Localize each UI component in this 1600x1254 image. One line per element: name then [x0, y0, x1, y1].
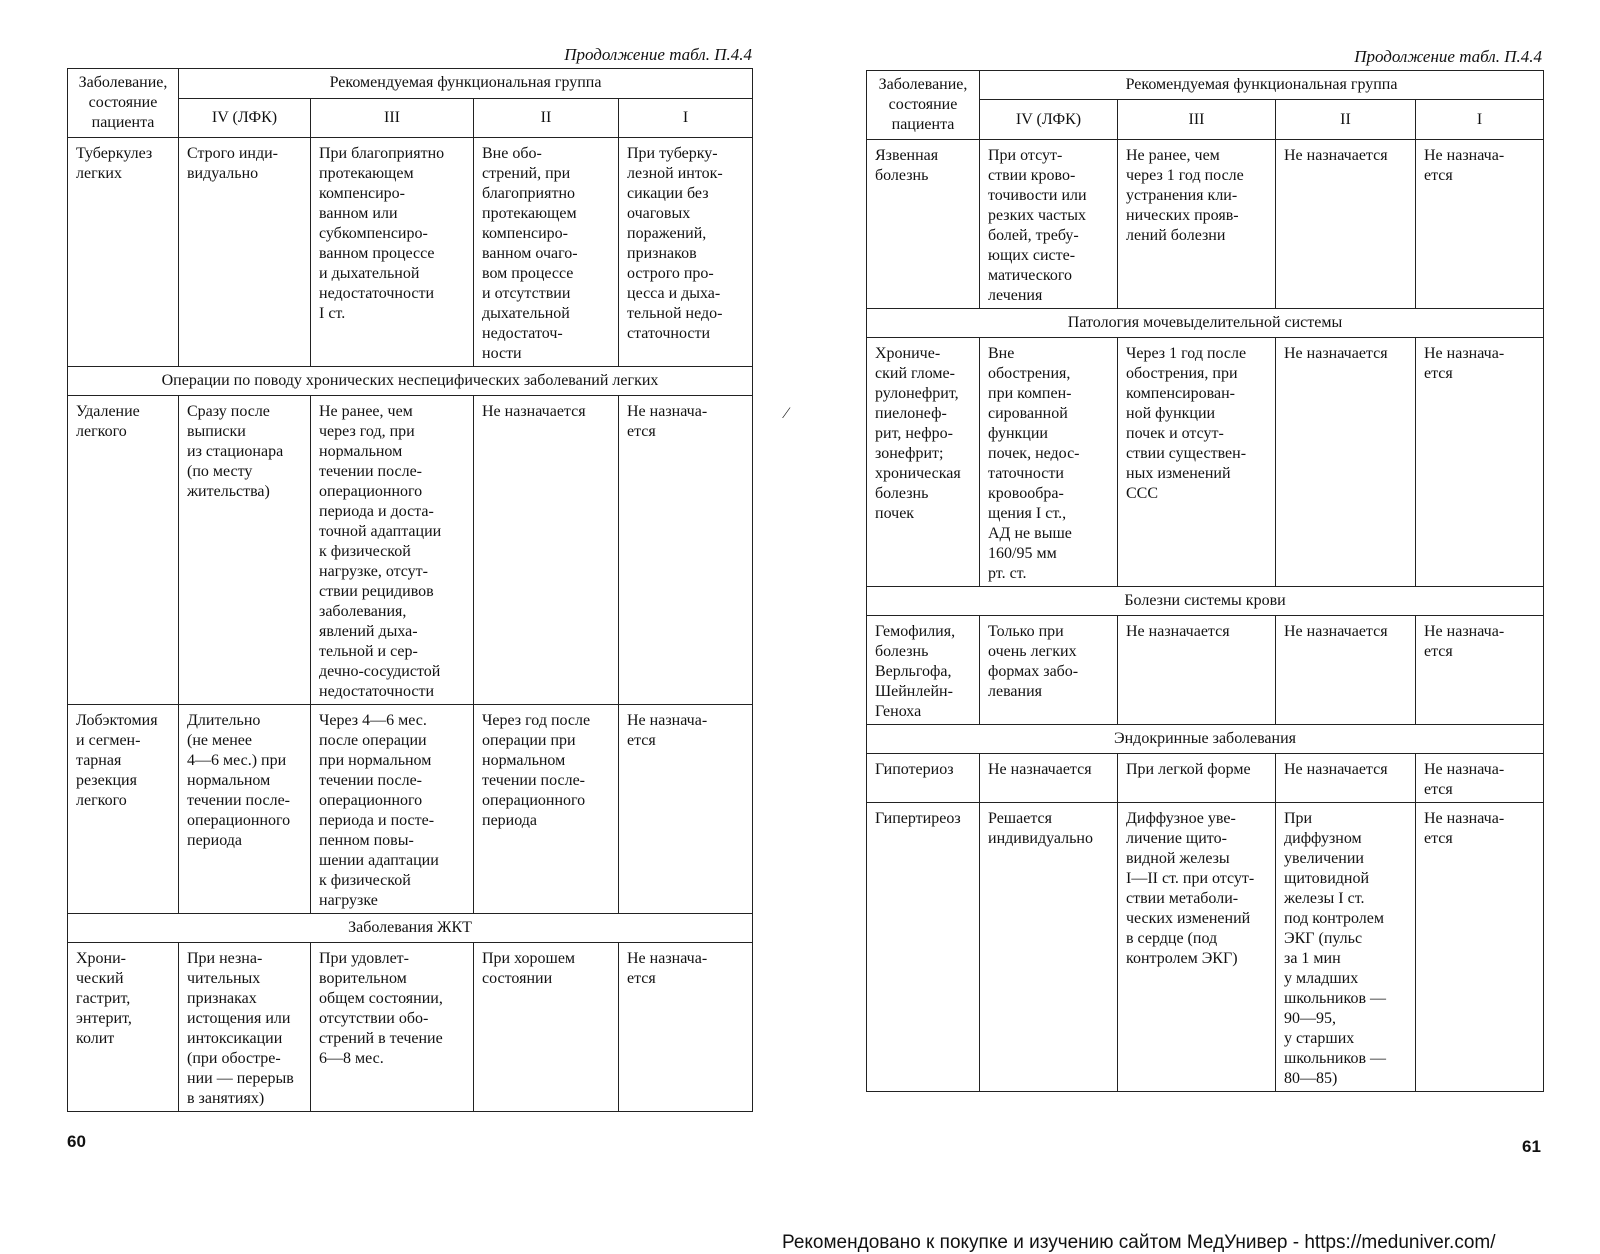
cell-group-1: Не назнача- ется — [1416, 754, 1544, 803]
section-row — [867, 587, 1544, 616]
cell-group-4: При незна- чительных признаках истощения или интоксикации (при обостре- нии — перерыв в занятиях) — [179, 943, 311, 1112]
header-group: Рекомендуемая функциональная группа — [179, 69, 753, 99]
cell-disease: Гемофилия, болезнь Верльгофа, Шейнлейн- Геноха — [867, 616, 980, 725]
cell-group-4: Вне обострения, при компен- сированной функции почек, недос- таточности кровообра- щения I ст., АД не выше 160/95 мм рт. ст. — [980, 338, 1118, 587]
table-row — [867, 338, 1544, 587]
cell-group-2: Через год после операции при нормальном течении после- операционного периода — [474, 705, 619, 914]
cell-group-3: Через 1 год после обострения, при компенсирован- ной функции почек и отсут- ствии существен- ных изменений ССС — [1118, 338, 1276, 587]
header-group: Рекомендуемая функциональная группа — [980, 71, 1544, 100]
cell-group-3: При удовлет- ворительном общем состоянии, отсутствии обо- стрений в течение 6—8 мес. — [311, 943, 474, 1112]
section-row — [68, 367, 753, 396]
header-disease: Заболевание, состояние пациента — [68, 69, 179, 138]
cell-group-4: При отсут- ствии крово- точивости или резких частых болей, требу- ющих систе- матического лечения — [980, 140, 1118, 309]
cell-group-2: Не назначается — [1276, 754, 1416, 803]
header-group-2: II — [474, 98, 619, 137]
table-row — [867, 140, 1544, 309]
cell-group-1: Не назнача- ется — [619, 705, 753, 914]
cell-group-3: При благоприятно протекающем компенсиро- ванном или субкомпенсиро- ванном процессе и дыхательной недостаточности I ст. — [311, 138, 474, 367]
header-group-4: IV (ЛФК) — [980, 100, 1118, 140]
table-row — [68, 943, 753, 1112]
cell-disease: Гипотериоз — [867, 754, 980, 803]
section-row — [867, 725, 1544, 754]
cell-disease: Хрони- ческий гастрит, энтерит, колит — [68, 943, 179, 1112]
cell-group-1: При туберку- лезной инток- сикации без очаговых поражений, признаков острого про- цесса и дыха- тельной недо- статочности — [619, 138, 753, 367]
page-number-right: 61 — [1522, 1137, 1541, 1156]
section-title: Заболевания ЖКТ — [68, 914, 753, 943]
section-row — [68, 914, 753, 943]
cell-group-1: Не назнача- ется — [619, 396, 753, 705]
cell-group-2: Не назначается — [1276, 140, 1416, 309]
cell-group-1: Не назнача- ется — [1416, 338, 1544, 587]
table-row — [867, 803, 1544, 1092]
cell-group-1: Не назнача- ется — [1416, 616, 1544, 725]
table-row — [68, 705, 753, 914]
section-title: Болезни системы крови — [867, 587, 1544, 616]
cell-disease: Удаление легкого — [68, 396, 179, 705]
section-title: Операции по поводу хронических неспецифических заболеваний легких — [68, 367, 753, 396]
cell-disease: Гипертиреоз — [867, 803, 980, 1092]
table-row — [68, 138, 753, 367]
cell-group-1: Не назнача- ется — [619, 943, 753, 1112]
cell-group-2: Не назначается — [474, 396, 619, 705]
cell-group-1: Не назнача- ется — [1416, 140, 1544, 309]
cell-disease: Хрониче- ский гломе- рулонефрит, пиелонеф- рит, нефро- зонефрит; хроническая болезнь почек — [867, 338, 980, 587]
cell-group-4: Решается индивидуально — [980, 803, 1118, 1092]
section-row — [867, 309, 1544, 338]
header-group-3: III — [311, 98, 474, 137]
section-title: Эндокринные заболевания — [867, 725, 1544, 754]
stray-mark: ⁄ — [785, 405, 788, 422]
table-row — [867, 754, 1544, 803]
table-right — [866, 70, 1544, 1092]
cell-group-4: Сразу после выписки из стационара (по месту жительства) — [179, 396, 311, 705]
cell-group-3: Не ранее, чем через год, при нормальном течении после- операционного периода и доста- точной адаптации к физической нагрузке, отсут- ствии рецидивов заболевания, явлений дыха- тельной и сер- дечно-сосудистой недостаточности — [311, 396, 474, 705]
cell-disease: Туберкулез легких — [68, 138, 179, 367]
table-row — [68, 396, 753, 705]
header-group-4: IV (ЛФК) — [179, 98, 311, 137]
header-group-1: I — [619, 98, 753, 137]
cell-group-4: Длительно (не менее 4—6 мес.) при нормальном течении после- операционного периода — [179, 705, 311, 914]
cell-disease: Лобэктомия и сегмен- тарная резекция легкого — [68, 705, 179, 914]
cell-group-2: Не назначается — [1276, 338, 1416, 587]
cell-group-4: Только при очень легких формах забо- левания — [980, 616, 1118, 725]
cell-group-3: Диффузное уве- личение щито- видной железы I—II ст. при отсут- ствии метаболи- ческих изменений в сердце (под контролем ЭКГ) — [1118, 803, 1276, 1092]
header-group-2: II — [1276, 100, 1416, 140]
page-number-left: 60 — [67, 1132, 86, 1151]
cell-group-2: При диффузном увеличении щитовидной железы I ст. под контролем ЭКГ (пульс за 1 мин у младших школьников — 90—95, у старших школьников — 80—85) — [1276, 803, 1416, 1092]
cell-group-2: Не назначается — [1276, 616, 1416, 725]
cell-group-3: Через 4—6 мес. после операции при нормальном течении после- операционного периода и посте- пенном повы- шении адаптации к физической нагрузке — [311, 705, 474, 914]
header-group-1: I — [1416, 100, 1544, 140]
cell-group-3: Не назначается — [1118, 616, 1276, 725]
section-title: Патология мочевыделительной системы — [867, 309, 1544, 338]
cell-disease: Язвенная болезнь — [867, 140, 980, 309]
cell-group-3: При легкой форме — [1118, 754, 1276, 803]
footer-note: Рекомендовано к покупке и изучению сайтом МедУнивер - https://meduniver.com/ — [782, 1232, 1496, 1253]
continuation-label-right: Продолжение табл. П.4.4 — [1354, 47, 1542, 66]
cell-group-2: При хорошем состоянии — [474, 943, 619, 1112]
cell-group-4: Не назначается — [980, 754, 1118, 803]
table-row — [867, 616, 1544, 725]
table-left — [67, 68, 753, 1112]
header-group-3: III — [1118, 100, 1276, 140]
cell-group-4: Строго инди- видуально — [179, 138, 311, 367]
header-disease: Заболевание, состояние пациента — [867, 71, 980, 140]
continuation-label-left: Продолжение табл. П.4.4 — [564, 45, 752, 64]
cell-group-1: Не назнача- ется — [1416, 803, 1544, 1092]
cell-group-3: Не ранее, чем через 1 год после устранения кли- нических прояв- лений болезни — [1118, 140, 1276, 309]
cell-group-2: Вне обо- стрений, при благоприятно протекающем компенсиро- ванном очаго- вом процессе и отсутствии дыхательной недостаточ- ности — [474, 138, 619, 367]
